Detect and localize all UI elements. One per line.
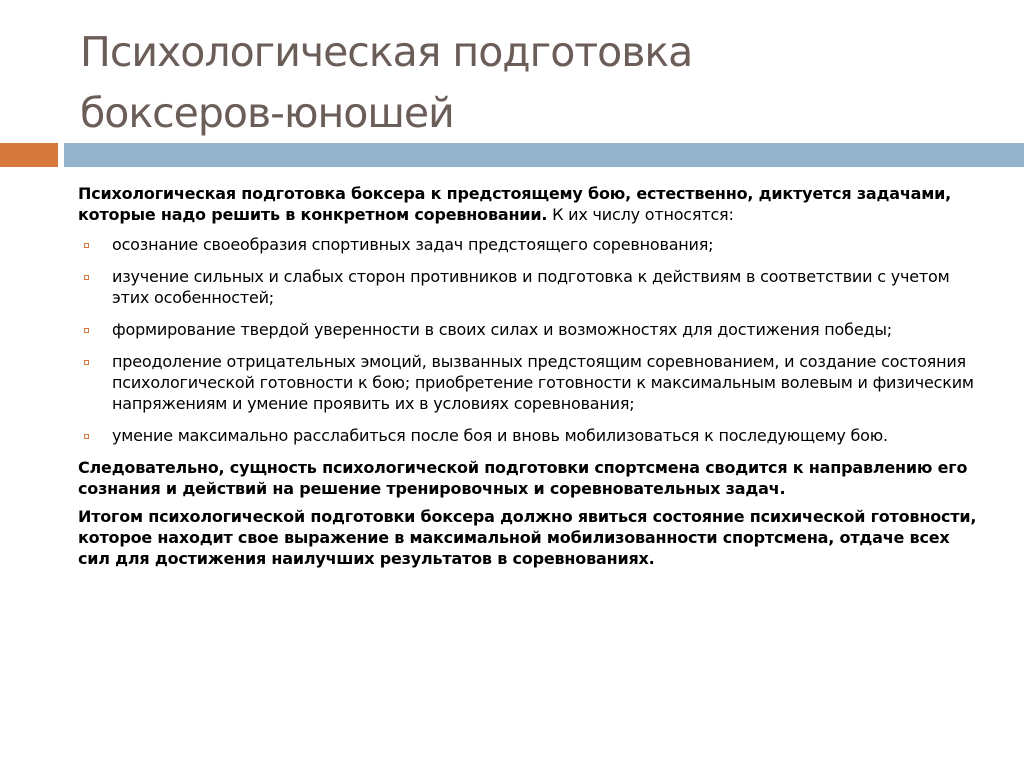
bullet-text: осознание своеобразия спортивных задач предстоящего соревнования; bbox=[112, 235, 714, 254]
bullet-item bbox=[78, 351, 978, 414]
hollow-square-icon bbox=[84, 275, 89, 280]
bullet-list bbox=[78, 234, 978, 446]
bullet-item bbox=[78, 425, 978, 446]
hollow-square-icon bbox=[84, 434, 89, 439]
accent-bar-blue bbox=[64, 143, 1024, 167]
hollow-square-icon bbox=[84, 360, 89, 365]
hollow-square-icon bbox=[84, 243, 89, 248]
bullet-text: преодоление отрицательных эмоций, вызванных предстоящим соревнованием, и создание состояния психологической готовности к бою; приобретение готовности к максимальным волевым и физическим напряжениям и умение проявить их в условиях соревнования; bbox=[112, 352, 974, 413]
hollow-square-icon bbox=[84, 328, 89, 333]
bullet-item bbox=[78, 319, 978, 340]
bullet-item bbox=[78, 234, 978, 255]
intro-paragraph bbox=[78, 183, 978, 225]
slide-title bbox=[80, 22, 1000, 144]
bullet-text: изучение сильных и слабых сторон противников и подготовка к действиям в соответствии с учетом этих особенностей; bbox=[112, 267, 950, 307]
conclusion-paragraph-1: Следовательно, сущность психологической подготовки спортсмена сводится к направлению его сознания и действий на решение тренировочных и соревновательных задач. bbox=[78, 458, 968, 498]
slide-title-line-1: Психологическая подготовка bbox=[80, 28, 693, 76]
slide-title-line-2: боксеров-юношей bbox=[80, 89, 454, 137]
bullet-text: умение максимально расслабиться после боя и вновь мобилизоваться к последующему бою. bbox=[112, 426, 888, 445]
bullet-text: формирование твердой уверенности в своих силах и возможностях для достижения победы; bbox=[112, 320, 892, 339]
accent-bar-orange bbox=[0, 143, 58, 167]
bullet-item bbox=[78, 266, 978, 308]
intro-normal-text: К их числу относятся: bbox=[547, 205, 734, 224]
intro-bold-text: Психологическая подготовка боксера к предстоящему бою, естественно, диктуется задачами, которые надо решить в конкретном соревновании. bbox=[78, 184, 951, 224]
slide-content bbox=[78, 183, 978, 576]
conclusion-paragraph-2: Итогом психологической подготовки боксера должно явиться состояние психической готовности, которое находит свое выражение в максимальной мобилизованности спортсмена, отдаче всех сил для достижения наилучших результатов в соревнованиях. bbox=[78, 507, 977, 568]
